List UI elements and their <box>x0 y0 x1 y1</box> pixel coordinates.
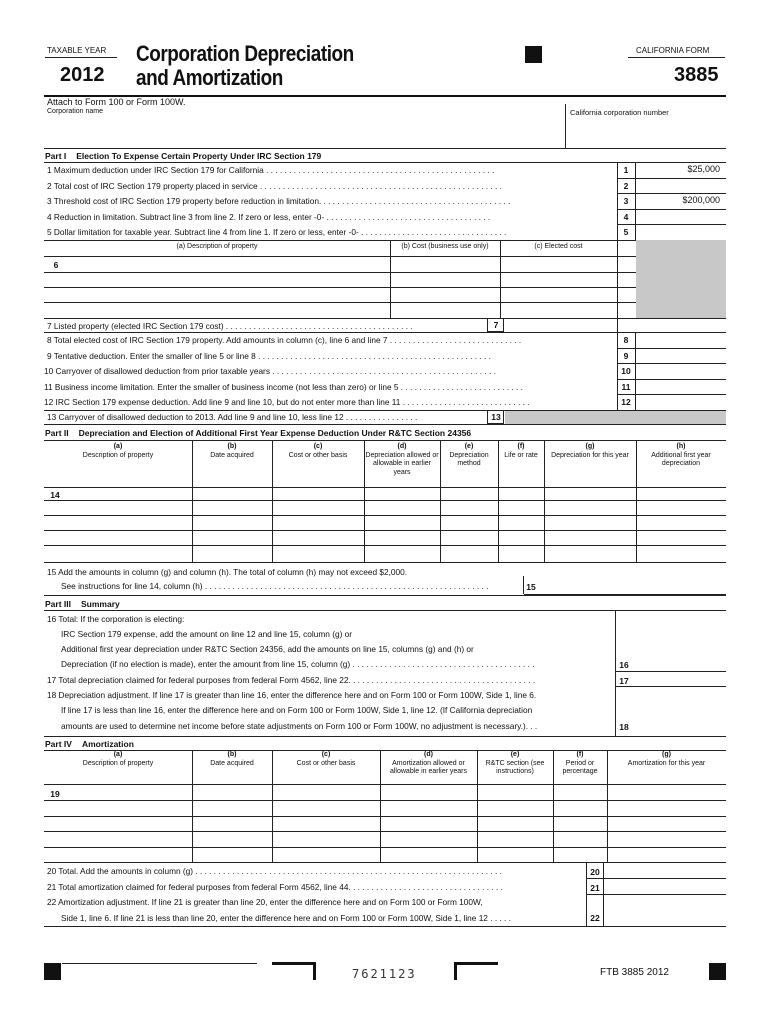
line15-number: 15 <box>526 582 536 592</box>
part4-col-3 <box>380 751 477 777</box>
part2-col-letter: (b) <box>227 443 237 450</box>
part4-col-letter: (c) <box>321 751 331 758</box>
part4-col-letter: (f) <box>576 751 584 758</box>
registration-mark <box>44 963 61 980</box>
line16-text-a: 16 Total: If the corporation is electing: <box>47 614 185 624</box>
corp-name-label: Corporation name <box>47 108 104 115</box>
part4-col-label: Description of property <box>82 759 154 767</box>
part2-col-2 <box>272 443 364 460</box>
line13-number: 13 <box>491 412 501 422</box>
part2-col-label: Date acquired <box>210 451 254 459</box>
part4-col-6 <box>607 751 726 768</box>
line17-input[interactable] <box>634 673 726 686</box>
line3-text: 3 Threshold cost of IRC Section 179 property before reduction in limitation. . . . . . . . . . . . . . . . . . . . . . . . . . . . . . . . . . . . . . . . . . <box>47 196 511 207</box>
attach-instruction: Attach to Form 100 or Form 100W. <box>47 97 186 107</box>
part4-col-4 <box>477 751 553 777</box>
line20-input[interactable] <box>604 864 726 877</box>
part4-label: Part IV <box>45 739 72 749</box>
part2-col-0 <box>44 443 192 460</box>
line18-text-c: amounts are used to determine net income before state adjustments on Form 100 or Form 100W, no adjustment is necessary.). . . <box>61 721 538 731</box>
part2-col-label: Additional first year depreciation <box>651 451 711 467</box>
form-title <box>136 42 354 90</box>
line1-amount[interactable]: $25,000 <box>687 164 720 174</box>
part4-col-0 <box>44 751 192 768</box>
line22-input[interactable] <box>604 909 726 924</box>
line3-number: 3 <box>623 196 629 207</box>
line19-number: 19 <box>50 789 60 799</box>
part4-col-5 <box>553 751 607 777</box>
line22-text-b: Side 1, line 6. If line 21 is less than line 20, enter the difference here and on Form 100 or Form 100W, Side 1, line 12 . . . . . <box>61 913 511 923</box>
col-c-elected-cost: (c) Elected cost <box>534 243 583 250</box>
registration-mark <box>525 46 542 63</box>
line9-input[interactable] <box>637 349 725 362</box>
part4-col-label: Date acquired <box>210 759 254 767</box>
line11-input[interactable] <box>637 380 725 393</box>
part2-title <box>45 428 471 438</box>
line1-text: 1 Maximum deduction under IRC Section 179 for California . . . . . . . . . . . . . . . . . . . . . . . . . . . . . . . . . . . . . . . . . . . . . . . . . . <box>47 165 495 175</box>
taxable-year-label: TAXABLE YEAR <box>47 46 107 55</box>
part2-label: Part II <box>45 428 69 438</box>
line1-number: 1 <box>623 165 629 175</box>
registration-mark <box>709 963 726 980</box>
line5-number: 5 <box>623 227 629 238</box>
line18-text-b: If line 17 is less than line 16, enter the difference here and on Form 100 or Form 100W, Side 1, line 12. (If California depreciation <box>61 705 533 715</box>
corp-number-label: California corporation number <box>570 108 669 117</box>
line15-text-b: See instructions for line 14, column (h) . . . . . . . . . . . . . . . . . . . . . . . . . . . . . . . . . . . . . . . . . . . . . . . . . . . . . . . . . . . . . . <box>61 581 489 591</box>
line10-number: 10 <box>621 366 631 377</box>
form-number: 3885 <box>674 64 719 86</box>
shaded-area <box>636 240 726 318</box>
part2-col-letter: (e) <box>464 443 474 450</box>
line2-number: 2 <box>623 180 629 191</box>
line7-input[interactable] <box>504 319 617 332</box>
line11-text: 11 Business income limitation. Enter the smaller of business income (not less than zero) or line 5 . . . . . . . . . . . . . . . . . . . . . . . . . . . <box>44 381 523 392</box>
line22-text-a: 22 Amortization adjustment. If line 21 is greater than line 20, enter the difference here and on Form 100 or Form 100W, <box>47 897 483 907</box>
col-b-cost: (b) Cost (business use only) <box>401 243 489 250</box>
part3-label: Part III <box>45 599 71 609</box>
part4-col-letter: (d) <box>424 751 433 758</box>
line16-input[interactable] <box>634 658 726 671</box>
line2-text: 2 Total cost of IRC Section 179 property placed in service . . . . . . . . . . . . . . . . . . . . . . . . . . . . . . . . . . . . . . . . . . . . . . . . . . . . . <box>47 180 502 191</box>
line12-text: 12 IRC Section 179 expense deduction. Add line 9 and line 10, but do not enter more than line 11 . . . . . . . . . . . . . . . . . . . . . . . . . . . . <box>44 397 530 408</box>
corp-number-field[interactable] <box>568 118 724 146</box>
line18-number: 18 <box>619 722 629 732</box>
form-title-line2: and Amortization <box>136 65 283 90</box>
part4-col-label: Amortization allowed or allowable in earlier years <box>389 759 468 775</box>
line17-number: 17 <box>619 676 629 686</box>
part4-col-letter: (e) <box>510 751 520 758</box>
part4-col-label: R&TC section (see instructions) <box>485 759 545 775</box>
california-form-label: CALIFORNIA FORM <box>636 46 710 55</box>
line10-text: 10 Carryover of disallowed deduction from prior taxable years . . . . . . . . . . . . . . . . . . . . . . . . . . . . . . . . . . . . . . . . . . . . . . . . . <box>44 366 496 377</box>
corner-mark <box>454 962 498 980</box>
part2-col-letter: (h) <box>676 443 686 450</box>
form-title-line1: Corporation Depreciation <box>136 41 354 66</box>
part4-col-2 <box>272 751 380 768</box>
part2-title-text: Depreciation and Election of Additional First Year Expense Deduction Under R&TC Section 24356 <box>78 428 472 438</box>
part2-col-letter: (a) <box>113 443 123 450</box>
line16-text-c: Additional first year depreciation under R&TC Section 24356, add the amounts on line 15, columns (g) and (h) or <box>61 644 474 654</box>
part1-label: Part I <box>45 151 67 161</box>
line10-input[interactable] <box>637 364 725 377</box>
part4-col-letter: (a) <box>113 751 123 758</box>
part2-col-label: Depreciation for this year <box>551 451 629 459</box>
line20-text: 20 Total. Add the amounts in column (g) . . . . . . . . . . . . . . . . . . . . . . . . . . . . . . . . . . . . . . . . . . . . . . . . . . . . . . . . . . . . . . . . . . . <box>47 866 502 876</box>
line15-text-a: 15 Add the amounts in column (g) and column (h). The total of column (h) may not exceed $2,000. <box>47 567 408 577</box>
part4-col-1 <box>192 751 272 768</box>
part2-col-label: Depreciation allowed or allowable in earlier years <box>365 451 439 476</box>
part2-col-letter: (c) <box>313 443 323 450</box>
part2-col-1 <box>192 443 272 460</box>
part2-col-letter: (g) <box>585 443 595 450</box>
part4-col-label: Period or percentage <box>562 759 598 775</box>
part3-title-text: Summary <box>80 599 120 609</box>
part4-col-letter: (b) <box>227 751 237 758</box>
part1-title-text: Election To Expense Certain Property Under IRC Section 179 <box>76 151 322 161</box>
part4-col-letter: (g) <box>662 751 671 758</box>
line20-number: 20 <box>590 867 600 877</box>
line8-input[interactable] <box>637 333 725 346</box>
part3-title <box>45 599 120 609</box>
line16-text-b: IRC Section 179 expense, add the amount on line 12 and line 15, column (g) or <box>61 629 353 639</box>
line16-number: 16 <box>619 660 629 670</box>
line8-text: 8 Total elected cost of IRC Section 179 property. Add amounts in column (c), line 6 and line 7 . . . . . . . . . . . . . . . . . . . . . . . . . . . . . <box>47 335 522 345</box>
line7-number: 7 <box>493 320 499 330</box>
part4-col-label: Cost or other basis <box>296 759 356 767</box>
line9-text: 9 Tentative deduction. Enter the smaller of line 5 or line 8 . . . . . . . . . . . . . . . . . . . . . . . . . . . . . . . . . . . . . . . . . . . . . . . . . . . <box>47 350 491 361</box>
line6-number: 6 <box>53 260 59 270</box>
barcode-number: 7621123 <box>352 967 417 981</box>
part2-col-7 <box>636 443 726 469</box>
part4-col-label: Amortization for this year <box>627 759 706 767</box>
line17-text: 17 Total depreciation claimed for federal purposes from federal Form 4562, line 22. . . . . . . . . . . . . . . . . . . . . . . . . . . . . . . . . . . . . . . . . <box>47 675 536 685</box>
part1-title <box>45 151 321 161</box>
line12-number: 12 <box>621 397 631 408</box>
part2-col-4 <box>440 443 498 469</box>
line16-text-d: Depreciation (if no election is made), enter the amount from line 15, column (g) . . . . . . . . . . . . . . . . . . . . . . . . . . . . . . . . . . . . . . . . <box>61 659 535 669</box>
line13-text: 13 Carryover of disallowed deduction to 2013. Add line 9 and line 10, less line 12 . . . . . . . . . . . . . . . . <box>47 412 418 422</box>
line22-number: 22 <box>590 913 600 923</box>
corner-mark <box>272 962 316 980</box>
part2-col-label: Depreciation method <box>449 451 489 467</box>
part2-col-letter: (d) <box>397 443 407 450</box>
part2-col-5 <box>498 443 544 460</box>
part4-title <box>45 739 134 749</box>
part2-col-label: Life or rate <box>504 451 538 459</box>
line3-amount[interactable]: $200,000 <box>682 195 720 206</box>
part2-col-letter: (f) <box>517 443 525 450</box>
line4-text: 4 Reduction in limitation. Subtract line 3 from line 2. If zero or less, enter -0- . . . . . . . . . . . . . . . . . . . . . . . . . . . . . . . . . . . . <box>47 211 491 222</box>
line18-text-a: 18 Depreciation adjustment. If line 17 is greater than line 16, enter the difference here and on Form 100 or Form 100W, Side 1, line 6. <box>47 690 537 700</box>
line21-text: 21 Total amortization claimed for federal purposes from federal Form 4562, line 44. . . . . . . . . . . . . . . . . . . . . . . . . . . . . . . . . . <box>47 882 503 892</box>
part2-col-label: Cost or other basis <box>288 451 348 459</box>
shaded-area <box>505 410 726 424</box>
line5-text: 5 Dollar limitation for taxable year. Subtract line 4 from line 1. If zero or less, enter -0- . . . . . . . . . . . . . . . . . . . . . . . . . . . . . . . . <box>47 227 507 238</box>
corp-name-field[interactable] <box>47 118 561 146</box>
part2-col-3 <box>364 443 440 477</box>
line21-number: 21 <box>590 883 600 893</box>
line11-number: 11 <box>621 381 631 392</box>
line7-text: 7 Listed property (elected IRC Section 179 cost) . . . . . . . . . . . . . . . . . . . . . . . . . . . . . . . . . . . . . . . . . <box>47 321 413 331</box>
footer-form-id: FTB 3885 2012 <box>600 967 669 978</box>
line14-number: 14 <box>50 490 60 500</box>
part4-title-text: Amortization <box>81 739 134 749</box>
line8-number: 8 <box>623 335 629 345</box>
part2-col-6 <box>544 443 636 460</box>
line4-number: 4 <box>623 211 629 222</box>
col-a-description: (a) Description of property <box>176 243 258 250</box>
line18-input[interactable] <box>634 719 726 733</box>
line12-input[interactable] <box>637 395 725 408</box>
tax-year: 2012 <box>60 64 105 86</box>
line9-number: 9 <box>623 350 629 361</box>
part2-col-label: Description of property <box>82 451 154 459</box>
line21-input[interactable] <box>604 880 726 893</box>
